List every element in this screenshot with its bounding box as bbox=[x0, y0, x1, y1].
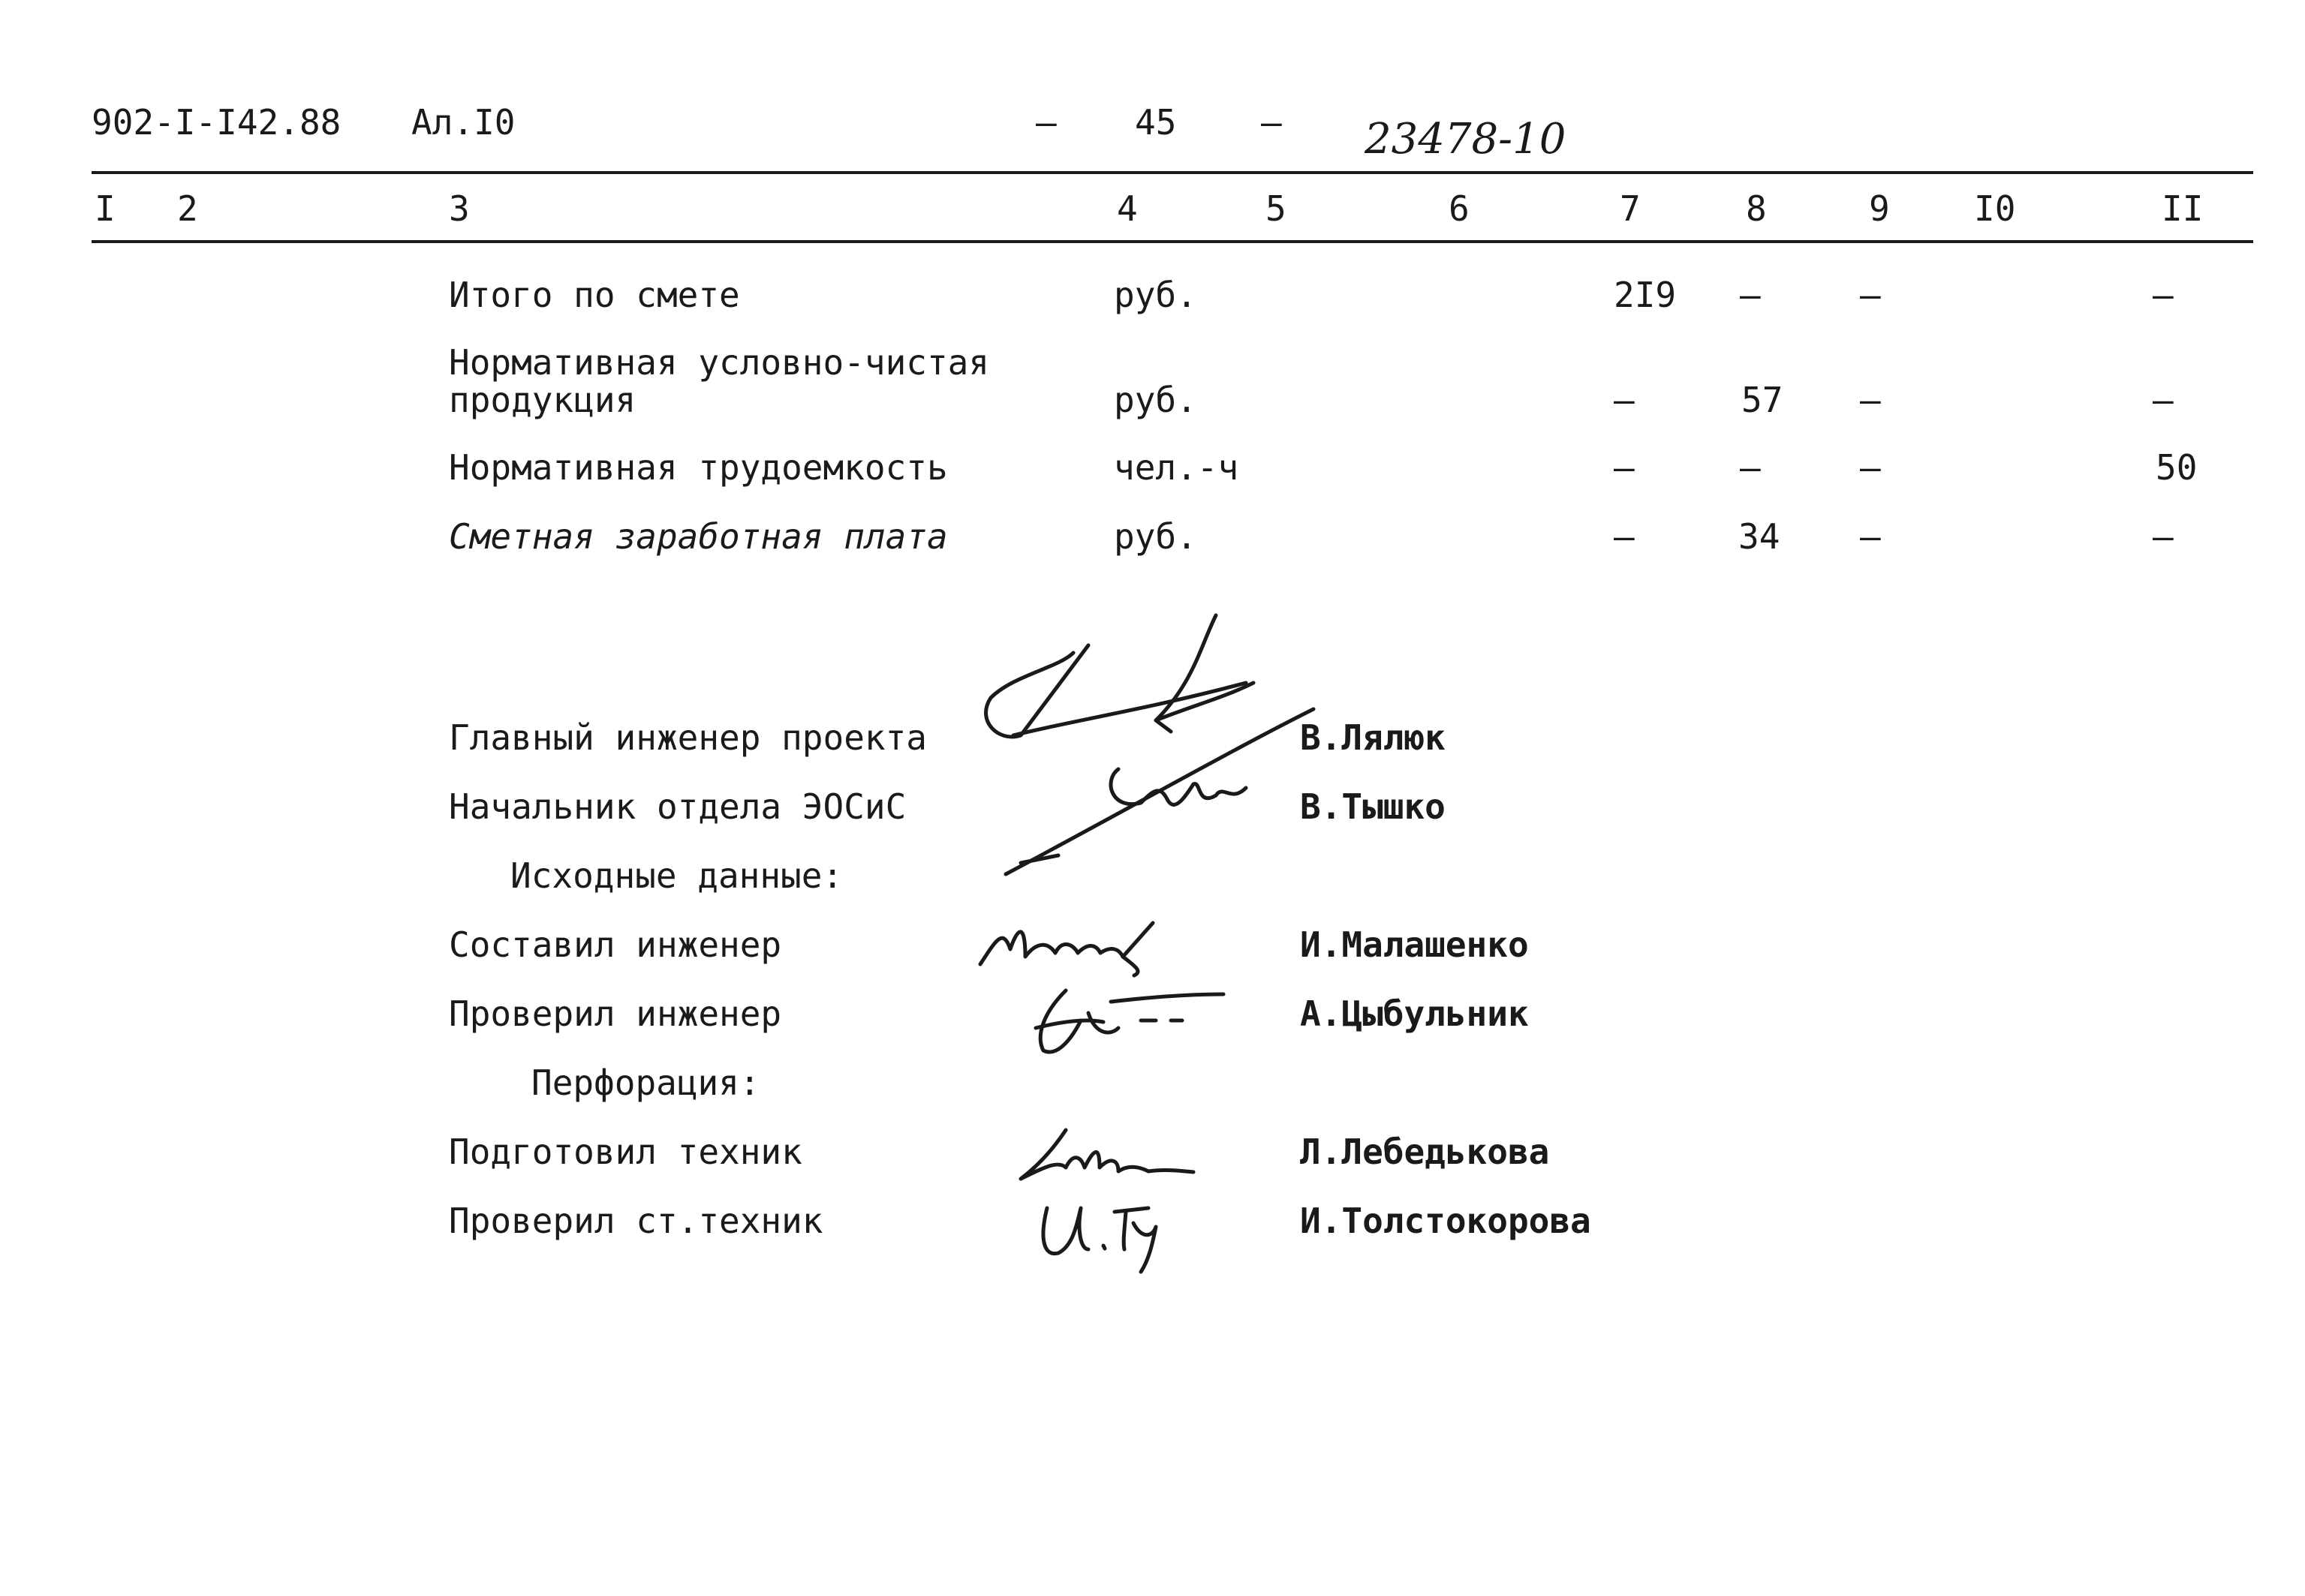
column-header-10: I0 bbox=[1974, 188, 2016, 229]
row-name-line2: продукция bbox=[449, 380, 636, 420]
perforation-title: Перфорация: bbox=[531, 1062, 760, 1103]
row-name-line1: Нормативная условно-чистая bbox=[449, 342, 990, 383]
signature-checked-technician bbox=[1028, 1193, 1178, 1276]
person-department-head: В.Тышко bbox=[1300, 786, 1446, 827]
column-header-6: 6 bbox=[1449, 188, 1470, 229]
header-top-rule bbox=[92, 171, 2253, 174]
row-unit: руб. bbox=[1114, 275, 1197, 315]
row-value-col11: 50 bbox=[2156, 447, 2198, 488]
row-value-col11: – bbox=[2153, 516, 2174, 557]
row-unit: руб. bbox=[1114, 380, 1197, 420]
page-number: 45 bbox=[1135, 102, 1177, 143]
row-value-col9: – bbox=[1860, 380, 1881, 420]
row-value-col11: – bbox=[2153, 380, 2174, 420]
header-bottom-rule bbox=[92, 240, 2253, 243]
role-chief-engineer: Главный инженер проекта bbox=[449, 717, 927, 758]
row-value-col8: 34 bbox=[1738, 516, 1780, 557]
row-value-col8: 57 bbox=[1741, 380, 1783, 420]
person-chief-engineer: В.Лялюк bbox=[1300, 717, 1446, 758]
row-name: Сметная заработная плата bbox=[449, 516, 948, 557]
handwritten-number: 23478-10 bbox=[1365, 115, 1566, 164]
signature-prepared bbox=[1013, 1123, 1208, 1190]
role-prepared: Подготовил техник bbox=[449, 1132, 802, 1172]
row-value-col7: 2I9 bbox=[1614, 275, 1677, 315]
row-unit: чел.-ч bbox=[1114, 447, 1239, 488]
role-compiled: Составил инженер bbox=[449, 924, 782, 965]
role-checked-technician: Проверил ст.техник bbox=[449, 1201, 823, 1241]
person-checked-engineer: А.Цыбульник bbox=[1300, 993, 1529, 1034]
person-compiled: И.Малашенко bbox=[1300, 924, 1529, 965]
column-header-4: 4 bbox=[1117, 188, 1138, 229]
row-value-col7: – bbox=[1614, 380, 1635, 420]
row-value-col9: – bbox=[1860, 516, 1881, 557]
signature-checked-engineer bbox=[1021, 975, 1231, 1066]
column-header-3: 3 bbox=[449, 188, 470, 229]
person-checked-technician: И.Толстокорова bbox=[1300, 1201, 1591, 1241]
row-value-col7: – bbox=[1614, 447, 1635, 488]
column-header-8: 8 bbox=[1746, 188, 1767, 229]
row-value-col8: – bbox=[1740, 275, 1761, 315]
role-department-head: Начальник отдела ЭОСиС bbox=[449, 786, 907, 827]
row-unit: руб. bbox=[1114, 516, 1197, 557]
row-value-col9: – bbox=[1860, 447, 1881, 488]
signature-compiled bbox=[973, 912, 1183, 979]
row-value-col11: – bbox=[2153, 275, 2174, 315]
sheet-label: Ал.I0 bbox=[411, 102, 516, 143]
person-prepared: Л.Лебедькова bbox=[1300, 1132, 1550, 1172]
column-header-7: 7 bbox=[1620, 188, 1641, 229]
column-header-11: II bbox=[2162, 188, 2204, 229]
column-header-2: 2 bbox=[177, 188, 198, 229]
column-header-9: 9 bbox=[1869, 188, 1890, 229]
document-code: 902-I-I42.88 bbox=[92, 102, 342, 143]
row-value-col7: – bbox=[1614, 516, 1635, 557]
row-value-col8: – bbox=[1740, 447, 1761, 488]
column-header-1: I bbox=[95, 188, 116, 229]
source-data-title: Исходные данные: bbox=[510, 855, 844, 896]
row-name: Итого по смете bbox=[449, 275, 740, 315]
row-value-col9: – bbox=[1860, 275, 1881, 315]
row-name: Нормативная трудоемкость bbox=[449, 447, 948, 488]
page-dash-left: – bbox=[1036, 102, 1057, 143]
signature-department-head bbox=[991, 698, 1336, 885]
column-header-5: 5 bbox=[1265, 188, 1286, 229]
page-dash-right: – bbox=[1261, 102, 1282, 143]
role-checked-engineer: Проверил инженер bbox=[449, 993, 782, 1034]
